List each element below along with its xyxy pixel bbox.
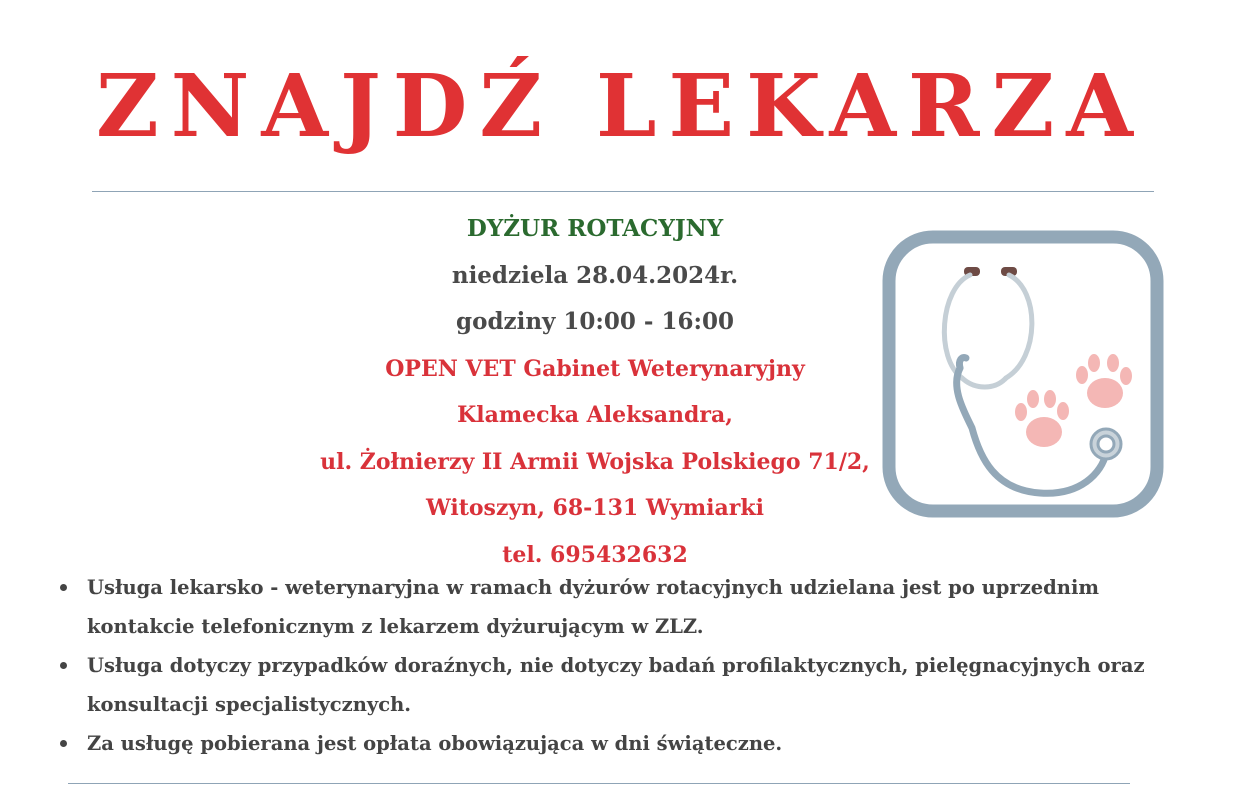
clinic-street: ul. Żołnierzy II Armii Wojska Polskiego 71/2,: [320, 448, 870, 475]
bullet-dot-icon: [60, 662, 67, 669]
page-title: ZNAJDŹ LEKARZA: [95, 56, 1146, 157]
bullet-dot-icon: [60, 584, 67, 591]
list-item-text: Usługa lekarsko - weterynaryjna w ramach dyżurów rotacyjnych udzielana jest po uprzednim kontakcie telefonicznym z lekarzem dyżurującym w ZLZ.: [87, 576, 1100, 638]
info-list: [58, 568, 1178, 763]
clinic-city: Witoszyn, 68-131 Wymiarki: [426, 495, 764, 521]
clinic-phone: tel. 695432632: [502, 541, 688, 568]
duty-heading: DYŻUR ROTACYJNY: [466, 215, 724, 242]
list-item-text: Za usługę pobierana jest opłata obowiązująca w dni świąteczne.: [87, 732, 783, 755]
bottom-divider: [68, 783, 1130, 784]
duty-hours: godziny 10:00 - 16:00: [456, 308, 734, 335]
bullet-dot-icon: [60, 740, 67, 747]
list-item: [58, 724, 1178, 763]
duty-date: niedziela 28.04.2024r.: [451, 261, 739, 289]
list-item: [58, 646, 1178, 724]
duty-info: [300, 206, 890, 578]
clinic-name: OPEN VET Gabinet Weterynaryjny: [385, 355, 805, 382]
stethoscope-with-paw-prints-icon: [880, 228, 1166, 520]
list-item-text: Usługa dotyczy przypadków doraźnych, nie dotyczy badań profilaktycznych, pielęgnacyjnych oraz konsultacji specjalistycznych.: [87, 654, 1145, 716]
top-divider: [92, 191, 1154, 192]
doctor-name: Klamecka Aleksandra,: [457, 402, 733, 428]
list-item: [58, 568, 1178, 646]
